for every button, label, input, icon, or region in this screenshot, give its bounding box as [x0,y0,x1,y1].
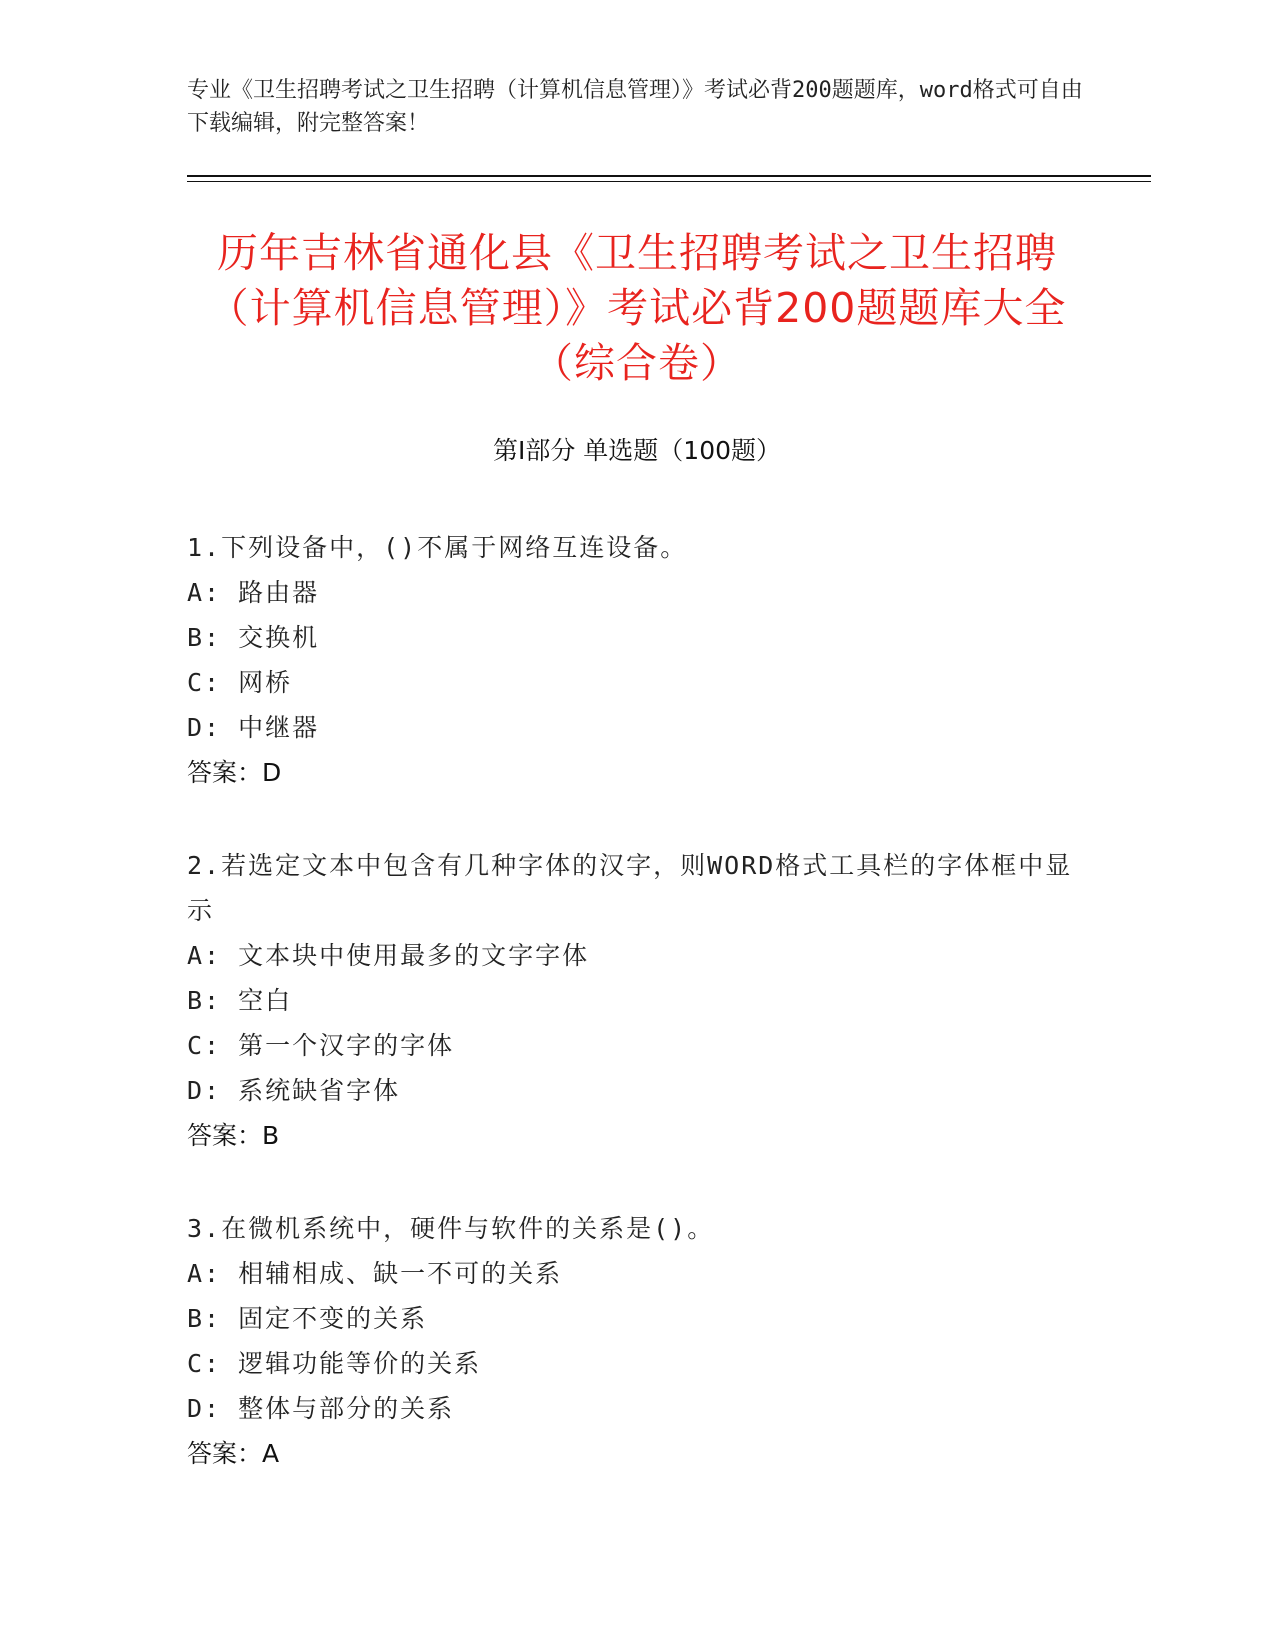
section-heading: 第Ⅰ部分 单选题（100题） [492,436,782,465]
question-item [187,1206,1087,1476]
question-item [187,843,1087,1158]
question-stem: 3.在微机系统中，硬件与软件的关系是()。 [187,1214,715,1243]
header-rule-thick [187,175,1151,177]
header-rule-thin [187,181,1151,182]
question-item [187,525,1087,795]
option-a: A: 文本块中使用最多的文字字体 [187,941,590,970]
question-list [187,525,1087,1524]
option-a: A: 相辅相成、缺一不可的关系 [187,1259,563,1288]
document-title: 历年吉林省通化县《卫生招聘考试之卫生招聘（计算机信息管理）》考试必背200题题库大全（综合卷） [207,229,1067,387]
option-c: C: 逻辑功能等价的关系 [187,1349,482,1378]
option-d: D: 系统缺省字体 [187,1076,401,1105]
option-b: B: 固定不变的关系 [187,1304,428,1333]
answer: 答案：A [187,1439,280,1468]
header-note: 专业《卫生招聘考试之卫生招聘（计算机信息管理）》考试必背200题题库，word格式可自由下载编辑，附完整答案！ [187,78,1083,136]
answer: 答案：D [187,758,282,787]
option-c: C: 第一个汉字的字体 [187,1031,455,1060]
option-b: B: 空白 [187,986,293,1015]
option-d: D: 整体与部分的关系 [187,1394,455,1423]
question-stem: 1.下列设备中，()不属于网络互连设备。 [187,533,688,562]
answer: 答案：B [187,1121,280,1150]
option-c: C: 网桥 [187,668,293,697]
question-stem: 2.若选定文本中包含有几种字体的汉字，则WORD格式工具栏的字体框中显示 [187,851,1073,925]
option-d: D: 中继器 [187,713,320,742]
option-b: B: 交换机 [187,623,320,652]
option-a: A: 路由器 [187,578,320,607]
